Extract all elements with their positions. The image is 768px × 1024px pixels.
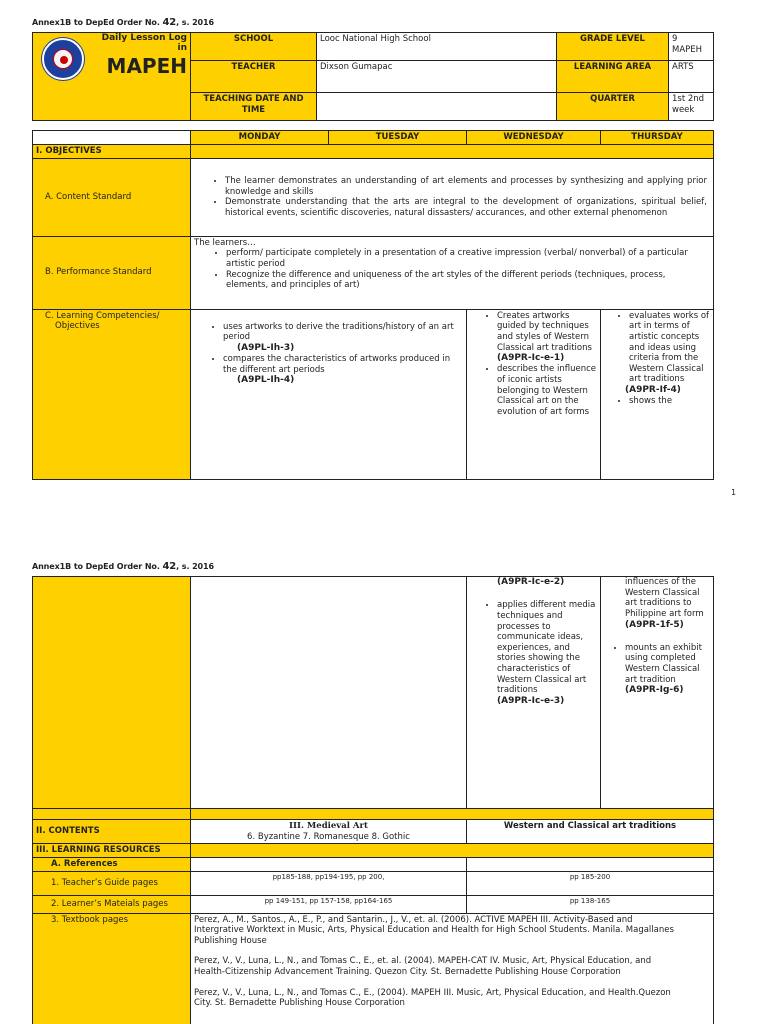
annex-suffix: , s. 2016 xyxy=(176,18,214,27)
performance-intro: The learners… xyxy=(194,237,256,248)
competencies-wednesday xyxy=(467,309,601,479)
learning-resources-band xyxy=(191,844,714,858)
day-tuesday: TUESDAY xyxy=(329,131,467,145)
competency-code: (A9PR-Ic-e-3) xyxy=(497,695,565,706)
teaching-date-label-line2: TIME xyxy=(241,104,266,115)
references-label: A. References xyxy=(33,857,191,871)
quarter-label: QUARTER xyxy=(557,93,669,121)
objectives-band xyxy=(191,145,714,159)
annex-suffix: , s. 2016 xyxy=(176,562,214,571)
competencies-label xyxy=(33,309,191,479)
competency-text: influences of the Western Classical art traditions to Philippine art form xyxy=(625,577,704,619)
day-thursday: THURSDAY xyxy=(601,131,714,145)
textbook-reference: Perez, A., M., Santos., A., E., P., and Santarin., J., V., et. al. (2006). ACTIVE MAPEH III. Activity-Based and Intergrative Worktext in Music, Arts, Physical Education and Health for High School Students. Manila. Magallanes Publishing House xyxy=(194,914,674,946)
contents-label: II. CONTENTS xyxy=(33,820,191,844)
performance-standard-cell xyxy=(191,236,714,309)
competency-item: • applies different media techniques and processes to communicate ideas, experiences, and stories showing the characteristics of Western Classical art traditions xyxy=(497,600,596,696)
performance-item: • perform/ participate completely in a presentation of a creative impression (verbal/ nonverbal) of a particular artistic period xyxy=(226,248,707,269)
content-standard-item: • Demonstrate understanding that the arts are integral to the development of organizations, spiritual belief, historical events, scientific discoveries, natural dissasters/ accurances, and other external phenomenon xyxy=(225,197,707,218)
competency-item: • mounts an exhibit using completed Western Classical art tradition xyxy=(625,643,709,686)
school-value: Looc National High School xyxy=(317,33,557,61)
textbook-reference: Perez, V., V., Luna, L., N., and Tomas C., E., et. al. (2004). MAPEH-CAT IV. Music, Art, Physical Education, and Health-Citizenship Advancement Training. Quezon City. St. Bernadette Publishing House Corporation xyxy=(194,956,652,977)
references-wednesday xyxy=(467,857,714,871)
competency-item: • describes the influence of iconic artists belonging to Western Classical art on the evolution of art forms xyxy=(497,364,596,417)
performance-item: • Recognize the difference and uniqueness of the art styles of the different periods (techniques, process, elements, and principles of art) xyxy=(226,270,707,291)
annex-number: 42 xyxy=(162,17,177,28)
learners-materials-monday: pp 149-151, pp 157-158, pp164-165 xyxy=(191,895,467,913)
references-monday xyxy=(191,857,467,871)
contents-spacer xyxy=(191,809,714,820)
dll-label: Daily Lesson Log xyxy=(101,33,187,43)
textbook-label: 3. Textbook pages xyxy=(33,913,191,1024)
deped-seal-icon xyxy=(42,38,84,80)
competency-code: (A9PR-If-4) xyxy=(625,385,681,395)
contents-subtitle: 6. Byzantine 7. Romanesque 8. Gothic xyxy=(247,831,410,842)
quarter-number: 1st 2nd xyxy=(672,94,705,104)
content-standard-cell xyxy=(191,158,714,236)
competencies-monday-tuesday-cont xyxy=(191,577,467,809)
teachers-guide-wednesday: pp 185-200 xyxy=(467,871,714,895)
lesson-table-continued xyxy=(32,576,714,1024)
textbook-reference: Perez, V., V., Luna, L., N., and Tomas C., E., (2004). MAPEH III. Music, Art, Physical Education, and Health.Quezon City. St. Bernadette Publishing House Corporation xyxy=(194,987,671,1009)
textbook-references xyxy=(191,913,714,1024)
contents-wednesday: Western and Classical art traditions xyxy=(467,820,714,844)
competencies-label-cont xyxy=(33,577,191,809)
competency-item: • compares the characteristics of artworks produced in the different art periods xyxy=(223,354,458,375)
learning-area-value: ARTS xyxy=(669,61,714,93)
competencies-monday-tuesday xyxy=(191,309,467,479)
competency-code: (A9PR-Ic-e-2) xyxy=(497,577,565,587)
competency-item: • Creates artworks guided by techniques and styles of Western Classical art traditions xyxy=(497,311,596,354)
teacher-value: Dixson Gumapac xyxy=(317,61,557,93)
dll-in: in xyxy=(177,42,187,53)
competencies-wednesday-cont xyxy=(467,577,601,809)
grade-label: GRADE LEVEL xyxy=(557,33,669,61)
subject-title: MAPEH xyxy=(106,53,187,78)
page-number: 1 xyxy=(731,488,737,497)
contents-spacer-label xyxy=(33,809,191,820)
learning-area-label: LEARNING AREA xyxy=(557,61,669,93)
competencies-label-line2: Objectives xyxy=(55,321,100,332)
competency-item: • uses artworks to derive the traditions/history of an art period xyxy=(223,322,458,343)
learners-materials-wednesday: pp 138-165 xyxy=(467,895,714,913)
objectives-table xyxy=(32,130,714,480)
content-standard-label: A. Content Standard xyxy=(33,158,191,236)
competency-item: • evaluates works of art in terms of artistic concepts and ideas using criteria from the Western Classical art traditions xyxy=(629,311,709,385)
day-wednesday: WEDNESDAY xyxy=(467,131,601,145)
annex-header-2 xyxy=(32,561,214,572)
teaching-date-label xyxy=(191,93,317,121)
school-label: SCHOOL xyxy=(191,33,317,61)
competency-item: • shows the xyxy=(629,396,709,407)
content-standard-item: • The learner demonstrates an understanding of art elements and processes by synthesizing and applying prior knowledge and skills xyxy=(225,176,707,197)
competency-code: (A9PL-Ih-3) xyxy=(237,342,295,353)
grade-value xyxy=(669,33,714,61)
competency-code: (A9PR-1f-5) xyxy=(625,619,684,630)
contents-monday xyxy=(191,820,467,844)
quarter-week: week xyxy=(672,104,695,115)
teaching-date-value xyxy=(317,93,557,121)
annex-header-1 xyxy=(32,17,214,28)
teacher-label: TEACHER xyxy=(191,61,317,93)
annex-number: 42 xyxy=(162,561,177,572)
quarter-value xyxy=(669,93,714,121)
objectives-label: I. OBJECTIVES xyxy=(33,145,191,159)
teachers-guide-monday: pp185-188, pp194-195, pp 200, xyxy=(191,871,467,895)
competency-code: (A9PR-Ig-6) xyxy=(625,685,684,696)
teachers-guide-label: 1. Teacher’s Guide pages xyxy=(33,871,191,895)
annex-prefix: Annex1B to DepEd Order No. xyxy=(32,18,163,27)
competencies-thursday xyxy=(601,309,714,479)
competency-code: (A9PR-Ic-e-1) xyxy=(497,353,565,364)
days-corner xyxy=(33,131,191,145)
learning-resources-label: III. LEARNING RESOURCES xyxy=(33,844,191,858)
grade-number: 9 xyxy=(672,34,678,44)
dll-header-table xyxy=(32,32,714,121)
competencies-thursday-cont xyxy=(601,577,714,809)
grade-subject: MAPEH xyxy=(672,44,703,55)
day-monday: MONDAY xyxy=(191,131,329,145)
annex-prefix: Annex1B to DepEd Order No. xyxy=(32,562,163,571)
contents-title: III. Medieval Art xyxy=(289,821,368,831)
competency-code: (A9PL-Ih-4) xyxy=(237,375,295,386)
learners-materials-label: 2. Learner’s Mateials pages xyxy=(33,895,191,913)
competencies-label-line1: C. Learning Competencies/ xyxy=(45,310,160,321)
teaching-date-label-line1: TEACHING DATE AND xyxy=(203,94,304,104)
performance-standard-label: B. Performance Standard xyxy=(33,236,191,309)
